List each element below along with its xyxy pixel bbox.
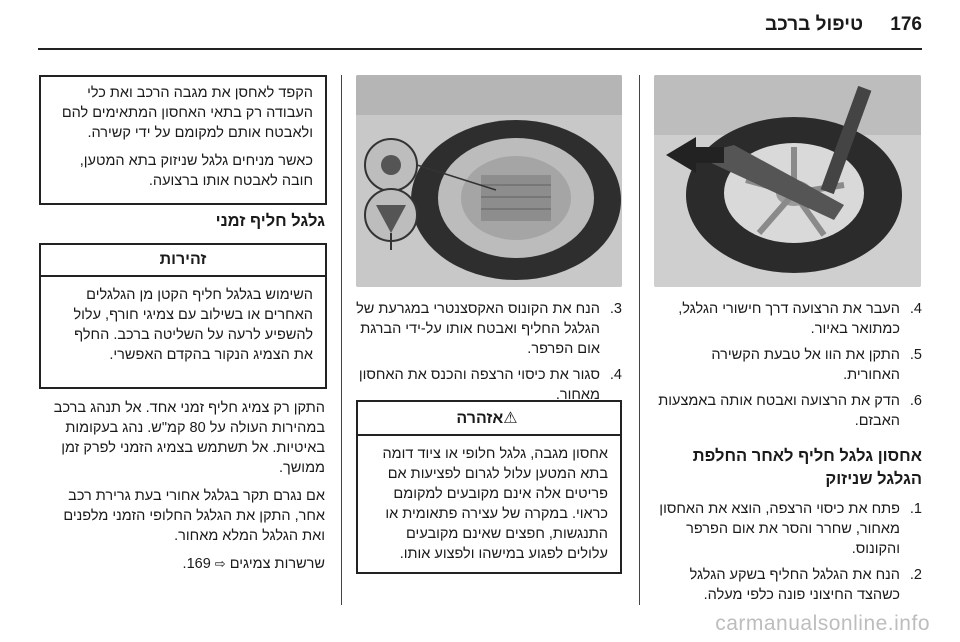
spare-wheel-strap-photo [654,75,921,287]
step-number: 5. [909,347,922,363]
column-divider [341,75,342,605]
steps-top [654,299,922,431]
step-text: סגור את כיסוי הרצפה והכנס את האחסון מאחור. [358,367,600,403]
step-number: 1. [909,501,922,517]
steps-bottom [654,499,922,605]
step-number: 2. [909,567,922,583]
warning-triangle-icon: ⚠ [503,410,518,427]
step-number: 4. [609,367,622,383]
caution-text: השימוש בגלגל חליף הקטן מן הגלגלים האחרים או בשילוב עם צמיגי חורף, עלול להשפיע לרעה על השליטה ברכב. החלף את הצמיג הנקור בהקדם האפשרי. [73,287,313,363]
step-text: הנח את הגלגל החליף בשקע הגלגל כשהצד החיצוני פונה כלפי מעלה. [689,567,900,603]
step-item [654,345,922,385]
paragraph-3[interactable] [39,554,325,574]
step-text: פתח את כיסוי הרצפה, הוצא את האחסון מאחור, שחרר והסר את אום הפרפר והקונוס. [659,501,900,557]
page-reference: 169. [182,556,211,572]
section-heading: גלגל חליף זמני [215,212,325,230]
step-number: 3. [609,301,622,317]
header-rule [38,48,922,50]
right-arrow-icon: ⇨ [214,556,226,571]
page-header [765,14,922,36]
paragraph-2: אם נגרם תקר בגלגל אחורי בעת גרירת רכב אחר, התקן את הגלגל החלופי הזמני מלפנים ואת הגלגל המלא מאחור. [63,488,325,544]
steps-list [356,299,622,405]
step-number: 6. [909,393,922,409]
step-number: 4. [909,301,922,317]
info-box [39,75,327,205]
step-item [654,391,922,431]
info-text-1: הקפד לאחסן את מגבה הרכב ואת כלי העבודה רק בתאי האחסון המתאימים להם ולאבטח אותם למקומם על ידי קשירה. [61,85,313,141]
step-item [654,299,922,339]
step-item [356,365,622,405]
step-text: התקן את הוו אל טבעת הקשירה האחורית. [711,347,900,383]
warning-title: ⚠אזהרה [358,402,620,436]
step-item [654,565,922,605]
watermark: carmanualsonline.info [715,612,930,635]
warning-text: אחסון מגבה, גלגל חלופי או ציוד דומה בתא המטען עלול לגרום לפציעות אם פריטים אלה אינם מקובעים למקומם כראוי. במקרה של עצירה פתאומית או התנגשות, חפצים שאינם מקובעים עלולים לפגוע במישהו ולפצוע אותו. [382,446,608,562]
warning-box [356,400,622,574]
column-right [654,299,922,611]
column-middle [356,299,622,411]
section-subheading: אחסון גלגל חליף לאחר החלפת הגלגל שניזוק [692,447,922,488]
column-left [39,210,325,241]
step-item [356,299,622,359]
page-number: 176 [890,14,922,35]
step-text: הדק את הרצועה ואבטח אותה באמצעות האבזם. [658,393,900,429]
paragraph-1: התקן רק צמיג חליף זמני אחד. אל תנהג ברכב במהירות העולה על 80 קמ"ש. נהג בעקומות באיטיות. אל תשתמש בצמיג הזמני לפרק זמן ממושך. [53,400,325,476]
caution-title: זהירות [41,245,325,277]
caution-box [39,243,327,389]
step-text: הנח את הקונוס האקסצנטרי במגרעת של הגלגל החליף ואבטח אותו על-ידי הברגת אום הפרפר. [356,301,600,357]
column-left-body [39,398,325,582]
step-text: העבר את הרצועה דרך חישורי הגלגל, כמתואר באיור. [678,301,900,337]
spare-wheel-cone-photo [356,75,622,287]
info-text-2: כאשר מניחים גלגל שניזוק בתא המטען, חובה לאבטח אותו ברצועה. [79,153,313,189]
step-item [654,499,922,559]
column-divider [639,75,640,605]
cross-reference-text: שרשרות צמיגים [229,556,325,572]
page-title: טיפול ברכב [765,14,864,35]
